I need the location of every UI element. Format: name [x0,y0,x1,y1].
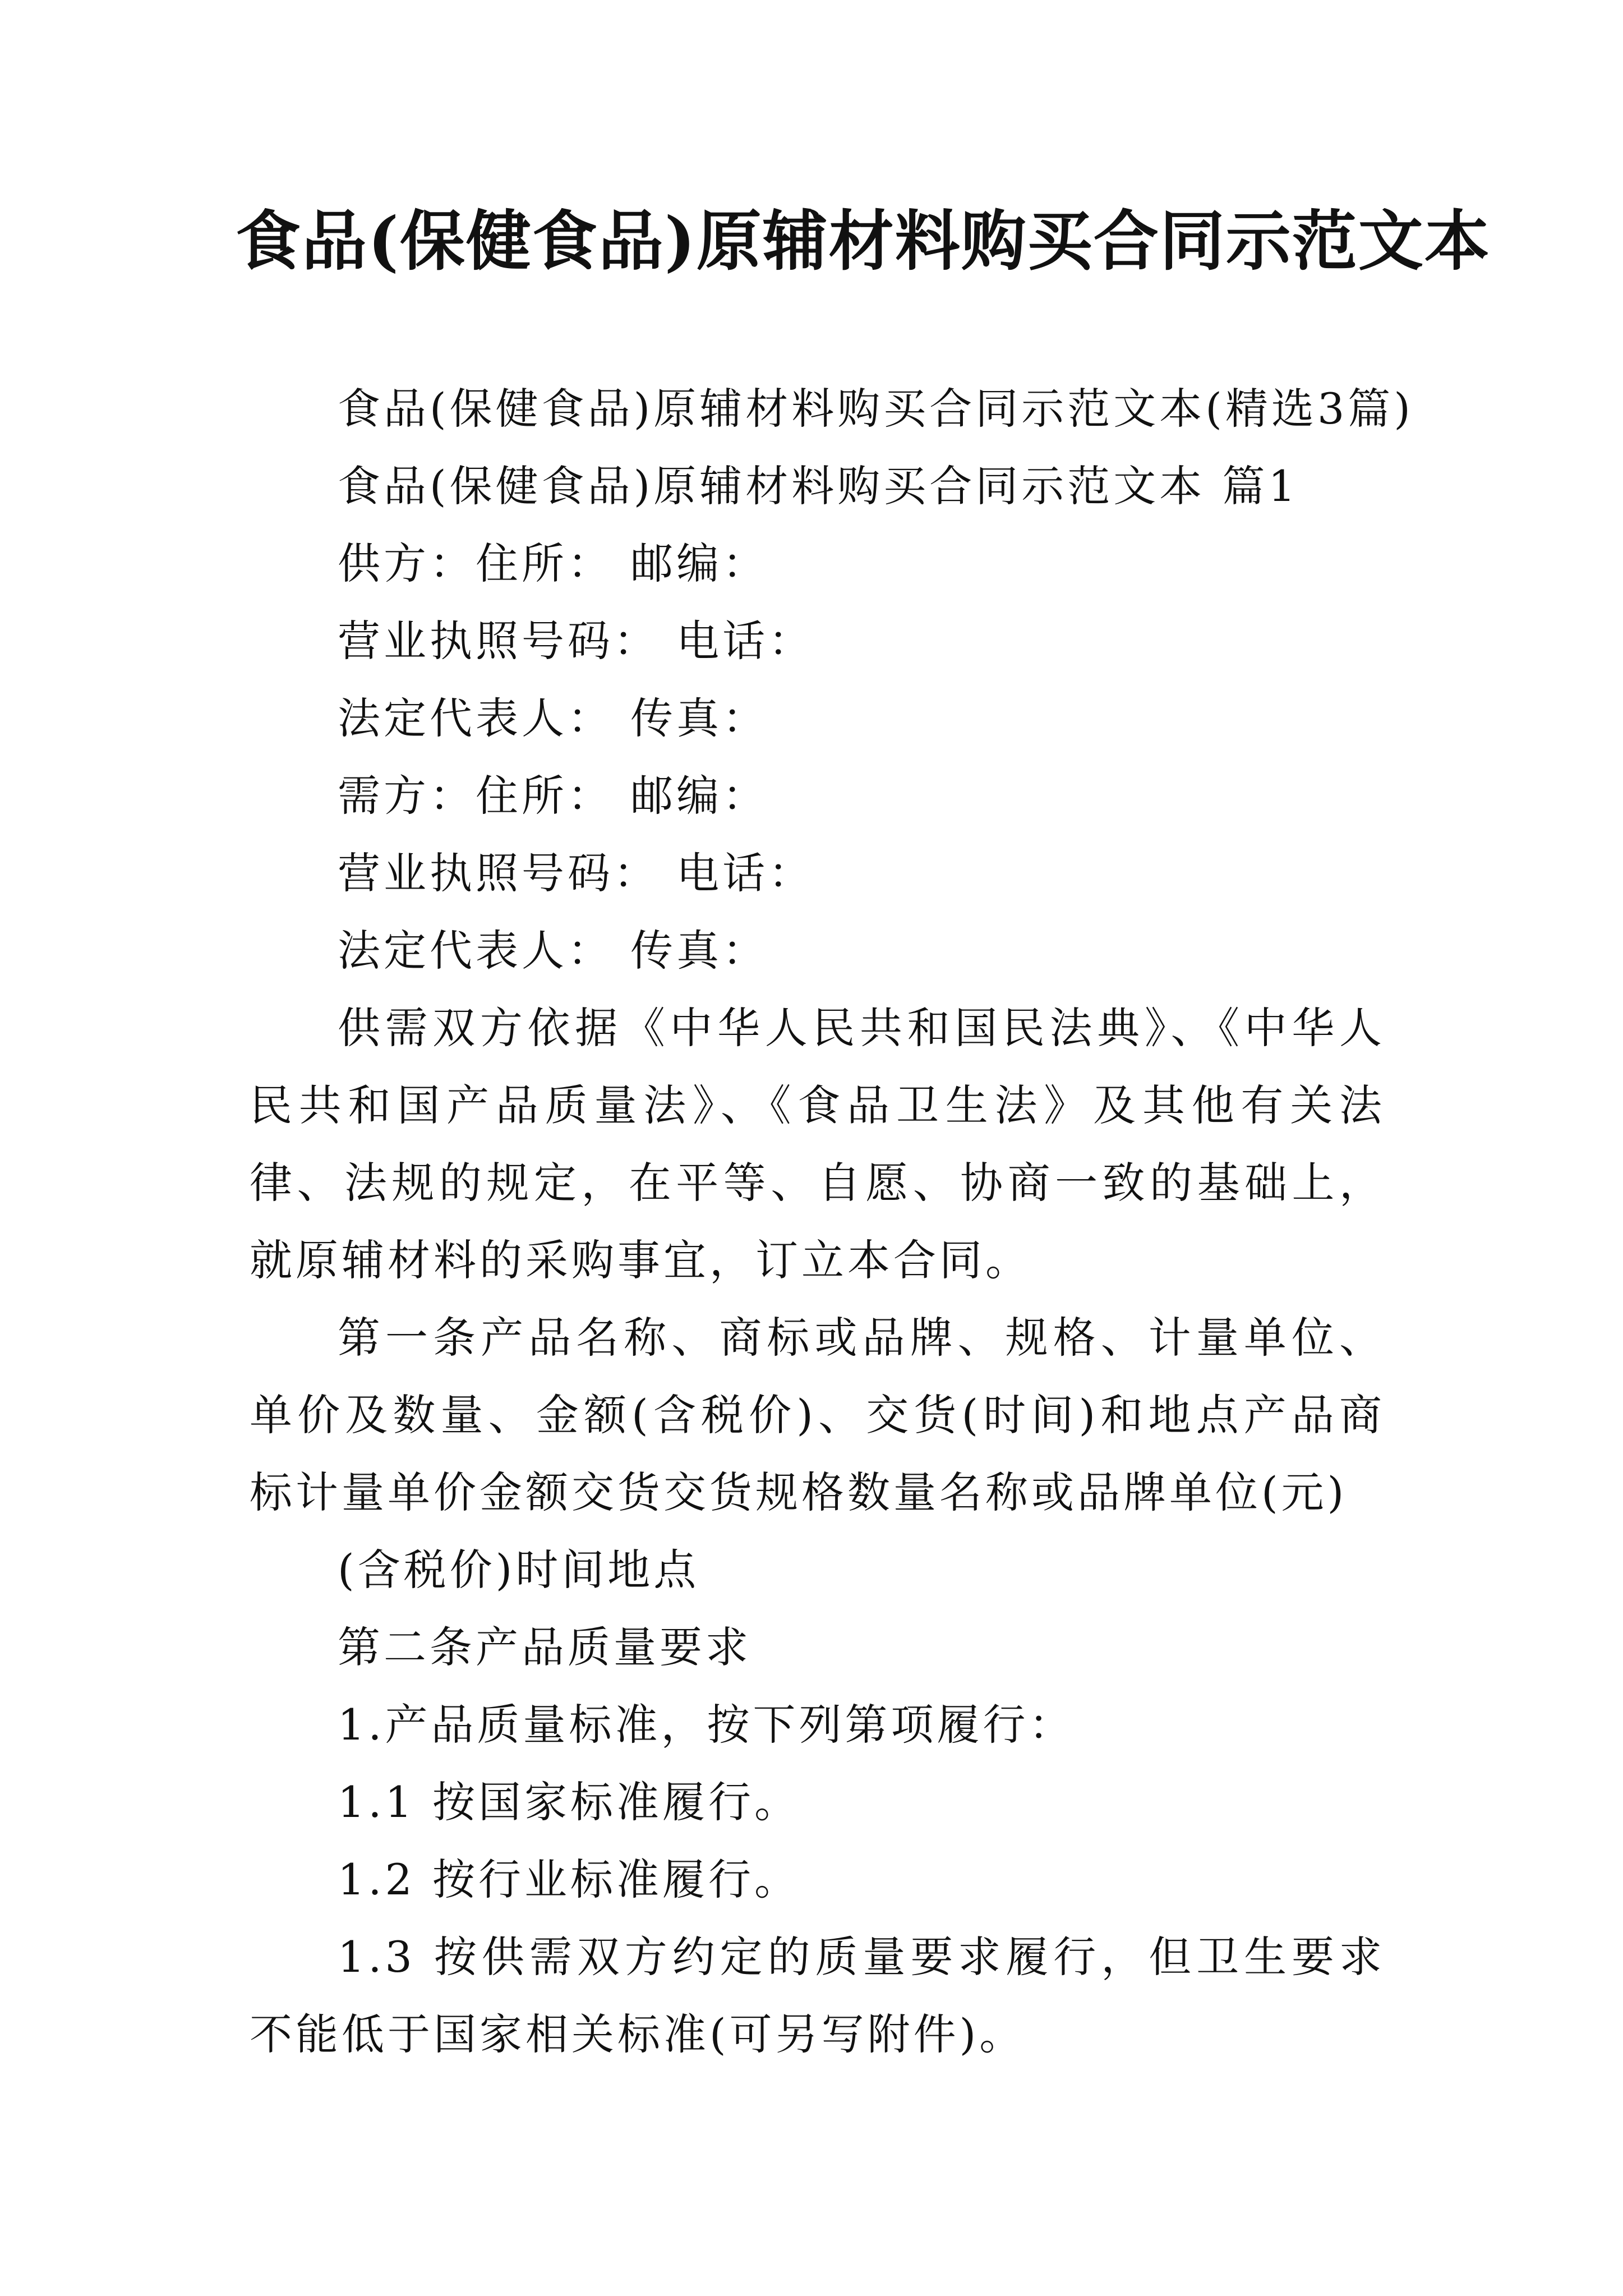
paragraph-buyer-representative: 法定代表人： 传真： [338,926,769,976]
paragraph-article-1: 第一条产品名称、商标或品牌、规格、计量单位、单价及数量、金额(含税价)、交货(时间)和地点产品商标计量单价金额交货交货规格数量名称或品牌单位(元) [250,1313,1385,1517]
paragraph-buyer-license: 营业执照号码： 电话： [338,848,815,898]
paragraph-subtitle: 食品(保健食品)原辅材料购买合同示范文本(精选3篇) [338,384,1414,434]
paragraph-legal-basis: 供需双方依据《中华人民共和国民法典》、《中华人民共和国产品质量法》、《食品卫生法》及其他有关法律、法规的规定，在平等、自愿、协商一致的基础上，就原辅材料的采购事宜，订立本合同。 [250,1003,1385,1285]
document-body [250,370,1414,2073]
paragraph-section-heading: 食品(保健食品)原辅材料购买合同示范文本 篇1 [338,461,1299,511]
paragraph-supplier-address: 供方：住所： 邮编： [338,539,769,588]
paragraph-buyer-address: 需方：住所： 邮编： [338,771,769,821]
paragraph-supplier-license: 营业执照号码： 电话： [338,616,815,666]
paragraph-clause-1-1: 1.1 按国家标准履行。 [338,1777,801,1827]
document-title: 食品(保健食品)原辅材料购买合同示范文本 [236,203,1491,279]
paragraph-clause-1-3: 1.3 按供需双方约定的质量要求履行，但卫生要求不能低于国家相关标准(可另写附件)。 [250,1932,1385,2059]
paragraph-clause-1-2: 1.2 按行业标准履行。 [338,1855,801,1904]
paragraph-article-2: 第二条产品质量要求 [338,1622,751,1672]
paragraph-article-1-continued: (含税价)时间地点 [338,1545,700,1595]
paragraph-quality-standard: 1.产品质量标准，按下列第项履行： [338,1700,1075,1750]
paragraph-supplier-representative: 法定代表人： 传真： [338,693,769,743]
